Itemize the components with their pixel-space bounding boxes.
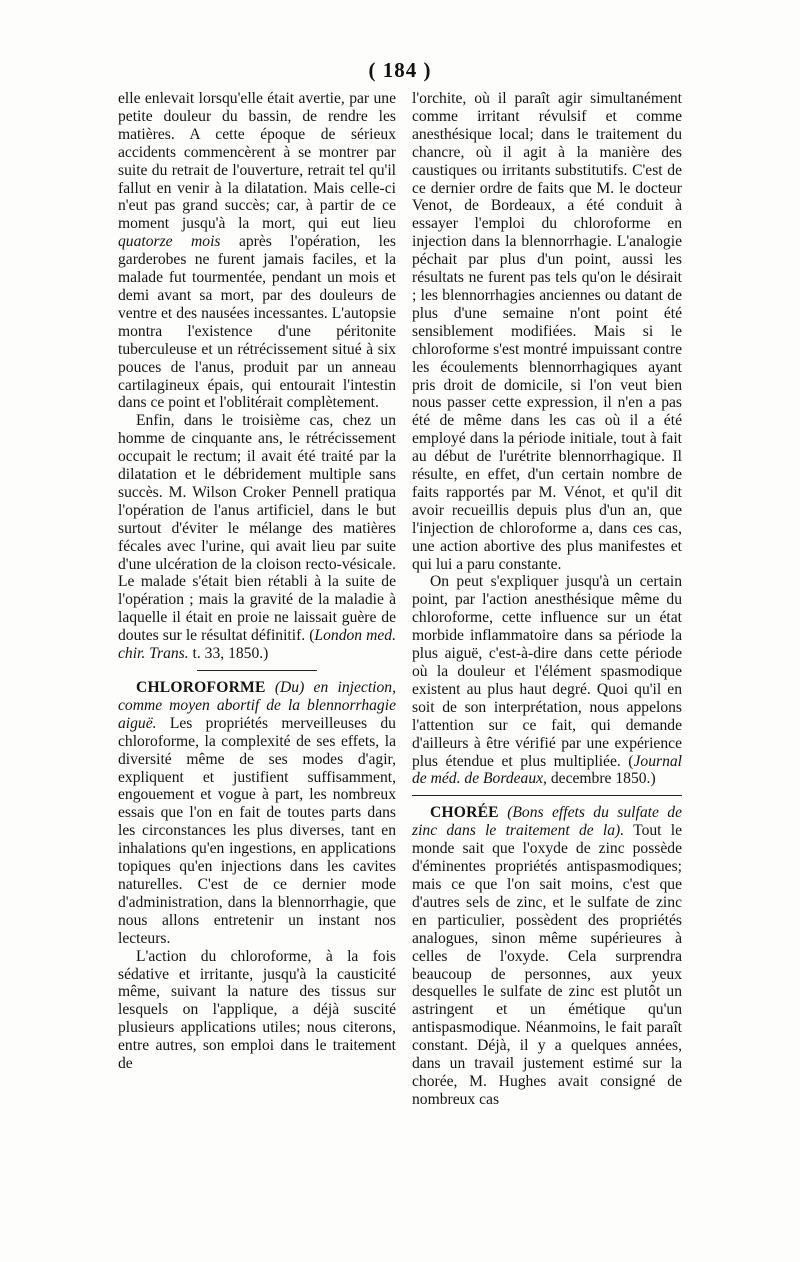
right-paragraph-1: l'orchite, où il paraît agir simultanément comme irritant révulsif et comme anesthésique local; dans le traitement du chancre, où il agit à la manière des caustiques ou irritants substitutifs. C'est de ce dernier ordre de faits que M. le docteur Venot, de Bordeaux, a été conduit à essayer l'emploi du chloroforme en injection dans la blennorrhagie. L'analogie péchait par plus d'un point, aussi les résultats ne furent pas tels qu'on le désirait ; les blennorrhagies anciennes ou datant de plus d'une semaine n'ont point été sensiblement modifiées. Mais si le chloroforme s'est montré impuissant contre les écoulements blennorrhagiques ayant pris droit de domicile, si l'on veut bien nous passer cette expression, il n'en a pas été de même dans les cas où il a été employé dans la période initiale, tout à fait au début de l'urétrite blennorrhagique. Il résulte, en effet, d'un certain nombre de faits rapportés par M. Vénot, et qu'il dit avoir recueillis depuis plus d'un an, que l'injection de chloroforme a, dans ces cas, une action abortive des plus manifestes et qui lui a paru constante. [412, 90, 682, 573]
left-p1-text: elle enlevait lorsqu'elle était avertie, par une petite douleur du bassin, de rendre les matières. A cette époque de sérieux accidents commencèrent à se montrer par suite du retrait de l'ouverture, retrait tel qu'il fallut en venir à la dilatation. Mais celle-ci n'eut pas grand succès; car, à partir de ce moment jusqu'à la mort, qui eut lieu [118, 90, 396, 233]
chloroforme-paragraph-2: L'action du chloroforme, à la fois sédative et irritante, jusqu'à la causticité même, suivant la nature des tissus sur lesquels on l'applique, a déjà suscité plusieurs applications utiles; nous citerons, entre autres, son emploi dans le traitement de [118, 947, 396, 1073]
left-paragraph-2 [118, 412, 396, 663]
right-p2-text: On peut s'expliquer jusqu'à un certain point, par l'action anesthésique même du chloroforme, cette influence sur un état morbide inflammatoire dans sa période la plus aiguë, c'est-à-dire dans cette période où la douleur et l'élément spasmodique existent au plus haut degré. Quoi qu'il en soit de son interprétation, nous appelons l'attention sur ce fait, qui demande d'ailleurs à être vérifié par une expérience plus étendue et plus multipliée. ( [412, 573, 682, 770]
chloroforme-title: (Du) en injection, comme moyen abortif de la blennorrhagie aiguë. [118, 679, 396, 732]
left-p2-source-end: t. 33, 1850.) [192, 645, 269, 663]
choree-title: (Bons effets du sulfate de zinc dans le traitement de la). [412, 804, 682, 840]
left-p1-italic: quatorze mois [118, 233, 221, 251]
left-p2-text: Enfin, dans le troisième cas, chez un homme de cinquante ans, le rétrécissement occupait le rectum; il avait été traité par la dilatation et le débridement multiple sans succès. M. Wilson Croker Pennell pratiqua l'opération de l'anus artificiel, dans le but surtout d'éviter le mélange des matières fécales avec l'urine, qui avait lieu par suite d'une ulcération de la cloison recto-vésicale. Le malade s'était bien rétabli à la suite de l'opération ; mais la gravité de la maladie à laquelle il était en proie ne laissait guère de doutes sur le résultat définitif. ( [118, 412, 396, 645]
left-p1-end: après l'opération, les garderobes ne furent jamais faciles, et la malade fut tourmentée, pendant un mois et demi avant sa mort, par des douleurs de ventre et des nausées incessantes. L'autopsie montra l'existence d'une péritonite tuberculeuse et un rétrécissement situé à six pouces de l'anus, produit par un anneau cartilagineux épais, qui entourait l'intestin dans ce point et l'oblitérait complètement. [118, 233, 397, 412]
right-paragraph-2 [412, 573, 682, 788]
choree-heading: CHORÉE [430, 804, 499, 822]
chloroforme-paragraph-1: Les propriétés merveilleuses du chloroforme, la complexité de ses effets, la diversité même de ses modes d'agir, expliquent et justifient suffisamment, engouement et vogue à part, les nombreux essais que l'on en fait de toutes parts dans les circonstances les plus diverses, tant en inhalations qu'en ingestions, en applications topiques qu'en injections dans les cavites naturelles. C'est de ce dernier mode d'administration, dans la blennorrhagie, que nous allons entretenir un instant nos lecteurs. [118, 714, 396, 947]
choree-entry [412, 804, 682, 1108]
left-column [118, 90, 396, 1073]
right-column [412, 90, 682, 1109]
choree-paragraph-1: Tout le monde sait que l'oxyde de zinc possède d'éminentes propriétés antispasmodiques; mais ce que l'on sait moins, c'est que d'autres sels de zinc, et le sulfate de zinc en particulier, possèdent des propriétés analogues, sinon même supérieures à celles de l'oxyde. Cela surprendra beaucoup de personnes, aux yeux desquelles le sulfate de zinc est plutôt un astringent et un émétique qu'un antispasmodique. Néanmoins, le fait paraît constant. Déjà, il y a quelques années, dans un travail justement estimé sur la chorée, M. Hughes avait consigné de nombreux cas [412, 822, 683, 1108]
chloroforme-entry [118, 679, 396, 948]
page-number: ( 184 ) [368, 58, 432, 82]
right-p2-source-end: decembre 1850.) [550, 770, 656, 788]
section-divider [197, 670, 317, 671]
left-paragraph-1 [118, 90, 396, 412]
chloroforme-heading: CHLOROFORME [136, 679, 266, 696]
left-p2-source: London med. chir. Trans. [118, 627, 396, 663]
section-divider [412, 795, 682, 796]
right-p2-source: Journal de méd. de Bordeaux, [412, 752, 682, 788]
